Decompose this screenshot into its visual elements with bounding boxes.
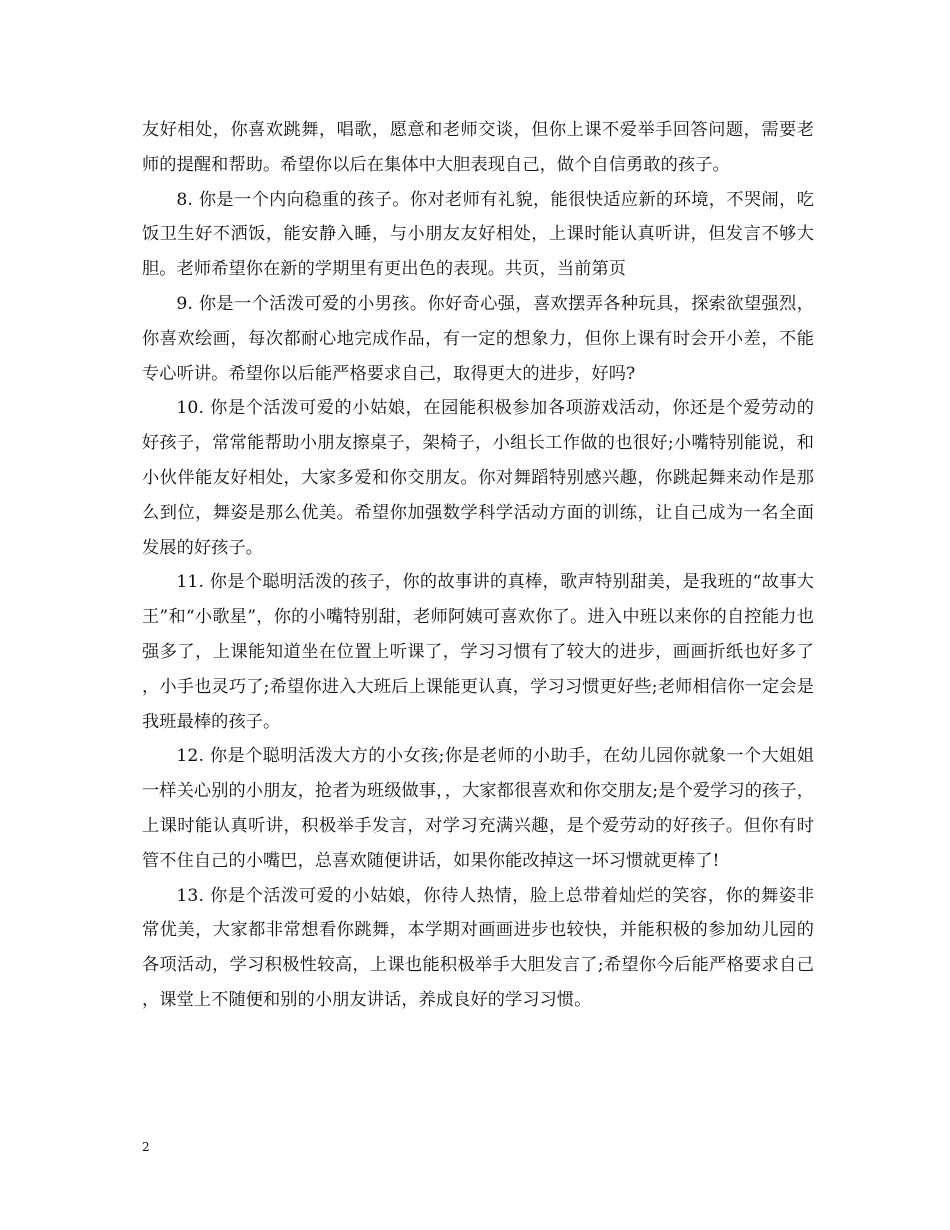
- paragraph-9: 9. 你是一个活泼可爱的小男孩。你好奇心强，喜欢摆弄各种玩具，探索欲望强烈，你喜欢绘画，每次都耐心地完成作品，有一定的想象力，但你上课有时会开小差，不能专心听讲。希望你以后能严格要求自己，取得更大的进步，好吗?: [142, 293, 814, 384]
- paragraph-11: 11. 你是个聪明活泼的孩子，你的故事讲的真棒，歌声特别甜美，是我班的“故事大王”和“小歌星”，你的小嘴特别甜，老师阿姨可喜欢你了。进入中班以来你的自控能力也强多了，上课能知道坐在位置上听课了，学习习惯有了较大的进步，画画折纸也好多了，小手也灵巧了;希望你进入大班后上课能更认真，学习习惯更好些;老师相信你一定会是我班最棒的孩子。: [142, 572, 814, 732]
- paragraph-12: 12. 你是个聪明活泼大方的小女孩;你是老师的小助手，在幼儿园你就象一个大姐姐一样关心别的小朋友，抢者为班级做事，，大家都很喜欢和你交朋友;是个爱学习的孩子，上课时能认真听讲，积极举手发言，对学习充满兴趣，是个爱劳动的好孩子。但你有时管不住自己的小嘴巴，总喜欢随便讲话，如果你能改掉这一坏习惯就更棒了!: [142, 746, 814, 871]
- paragraph-8: 8. 你是一个内向稳重的孩子。你对老师有礼貌，能很快适应新的环境，不哭闹，吃饭卫生好不洒饭，能安静入睡，与小朋友友好相处，上课时能认真听讲，但发言不够大胆。老师希望你在新的学期里有更出色的表现。共页，当前第页: [142, 189, 814, 280]
- page-number: 2: [142, 1140, 150, 1154]
- paragraph-7-continued: 友好相处，你喜欢跳舞，唱歌，愿意和老师交谈，但你上课不爱举手回答问题，需要老师的提醒和帮助。希望你以后在集体中大胆表现自己，做个自信勇敢的孩子。: [142, 120, 814, 175]
- paragraph-10: 10. 你是个活泼可爱的小姑娘，在园能积极参加各项游戏活动，你还是个爱劳动的好孩子，常常能帮助小朋友擦桌子，架椅子，小组长工作做的也很好;小嘴特别能说，和小伙伴能友好相处，大家多爱和你交朋友。你对舞蹈特别感兴趣，你跳起舞来动作是那么到位，舞姿是那么优美。希望你加强数学科学活动方面的训练，让自己成为一名全面发展的好孩子。: [142, 398, 814, 558]
- document-body: [142, 113, 814, 1018]
- paragraph-13: 13. 你是个活泼可爱的小姑娘，你待人热情，脸上总带着灿烂的笑容，你的舞姿非常优美，大家都非常想看你跳舞，本学期对画画进步也较快，并能积极的参加幼儿园的各项活动，学习积极性较高，上课也能积极举手大胆发言了;希望你今后能严格要求自己，课堂上不随便和别的小朋友讲话，养成良好的学习习惯。: [142, 885, 814, 1010]
